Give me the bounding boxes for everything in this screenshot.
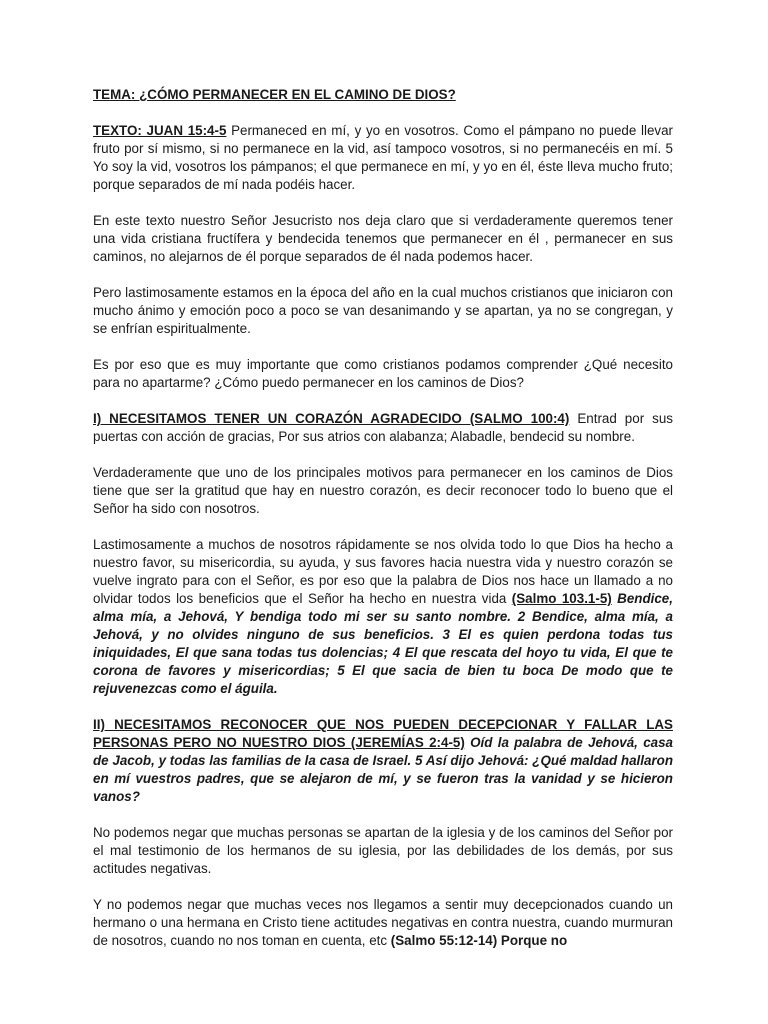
section-1-verse: Entrad por sus puertas con acción de gracias, Por sus atrios con alabanza; Alabadle, bendecid su nombre. xyxy=(93,411,673,444)
paragraph-forgetfulness xyxy=(93,536,673,698)
scripture-reference: (Salmo 103.1-5) xyxy=(511,591,612,606)
paragraph-text: Lastimosamente a muchos de nosotros rápidamente se nos olvida todo lo que Dios ha hecho a nuestro favor, su misericordia, su ayuda, y sus favores hacia nuestra vida y nuestro corazón se vuelve ingrato para con el Señor, es por eso que la palabra de Dios nos hace un llamado a no olvidar todos los beneficios que el Señor ha hecho en nuestra vida xyxy=(93,537,673,606)
paragraph-gratitude: Verdaderamente que uno de los principales motivos para permanecer en los caminos de Dios tiene que ser la gratitud que hay en nuestro corazón, es decir reconocer todo lo bueno que el Señor ha sido con nosotros. xyxy=(93,465,673,516)
paragraph-text: Y no podemos negar que muchas veces nos llegamos a sentir muy decepcionados cuando un hermano o una hermana en Cristo tiene actitudes negativas en contra nuestra, cuando murmuran de nosotros, cuando no nos toman en cuenta, etc xyxy=(93,897,673,948)
section-2 xyxy=(93,716,673,806)
paragraph-intro: En este texto nuestro Señor Jesucristo nos deja claro que si verdaderamente queremos tener una vida cristiana fructífera y bendecida tenemos que permanecer en él , permanecer en sus caminos, no alejarnos de él porque separados de él nada podemos hacer. xyxy=(93,213,673,264)
paragraph-context: Pero lastimosamente estamos en la época del año en la cual muchos cristianos que iniciaron con mucho ánimo y emoción poco a poco se van desanimando y se apartan, ya no se congregan, y se enfrían espiritualmente. xyxy=(93,285,673,336)
scripture-reference: TEXTO: JUAN 15:4-5 xyxy=(93,123,227,138)
scripture-text: Permaneced en mí, y yo en vosotros. Como el pámpano no puede llevar fruto por sí mismo, si no permanece en la vid, así tampoco vosotros, si no permanecéis en mí. 5 Yo soy la vid, vosotros los pámpanos; el que permanece en mí, y yo en él, éste lleva mucho fruto; porque separados de mí nada podéis hacer. xyxy=(93,123,673,192)
paragraph-testimony: No podemos negar que muchas personas se apartan de la iglesia y de los caminos del Señor por el mal testimonio de los hermanos de su iglesia, por las debilidades de los demás, por sus actitudes negativas. xyxy=(93,825,673,876)
scripture-quote: Bendice, alma mía, a Jehová, Y bendiga todo mi ser su santo nombre. 2 Bendice, alma mía, a Jehová, y no olvides ninguno de sus beneficios. 3 El es quien perdona todas tus iniquidades, El que sana todas tus dolencias; 4 El que rescata del hoyo tu vida, El que te corona de favores y misericordias; 5 El que sacia de bien tu boca De modo que te rejuvenezcas como el águila. xyxy=(93,591,673,696)
paragraph-disappointment xyxy=(93,896,673,950)
section-2-heading: II) NECESITAMOS RECONOCER QUE NOS PUEDEN DECEPCIONAR Y FALLAR LAS PERSONAS PERO NO NUESTRO DIOS (JEREMÍAS 2:4-5) xyxy=(93,717,673,750)
document-body xyxy=(93,86,673,968)
section-2-verse: Oíd la palabra de Jehová, casa de Jacob, y todas las familias de la casa de Israel. 5 Así dijo Jehová: ¿Qué maldad hallaron en mí vuestros padres, que se alejaron de mí, y se fueron tras la vanidad y se hicieron vanos? xyxy=(93,735,673,804)
scripture-reference: (Salmo 55:12-14) Porque no xyxy=(390,933,568,948)
paragraph-question: Es por eso que es muy importante que como cristianos podamos comprender ¿Qué necesito para no apartarme? ¿Cómo puedo permanecer en los caminos de Dios? xyxy=(93,357,673,390)
section-1-heading: I) NECESITAMOS TENER UN CORAZÓN AGRADECIDO (SALMO 100:4) xyxy=(93,411,570,426)
paragraph-text xyxy=(93,122,673,194)
page-title: TEMA: ¿CÓMO PERMANECER EN EL CAMINO DE DIOS? xyxy=(93,87,456,102)
section-1 xyxy=(93,410,673,446)
